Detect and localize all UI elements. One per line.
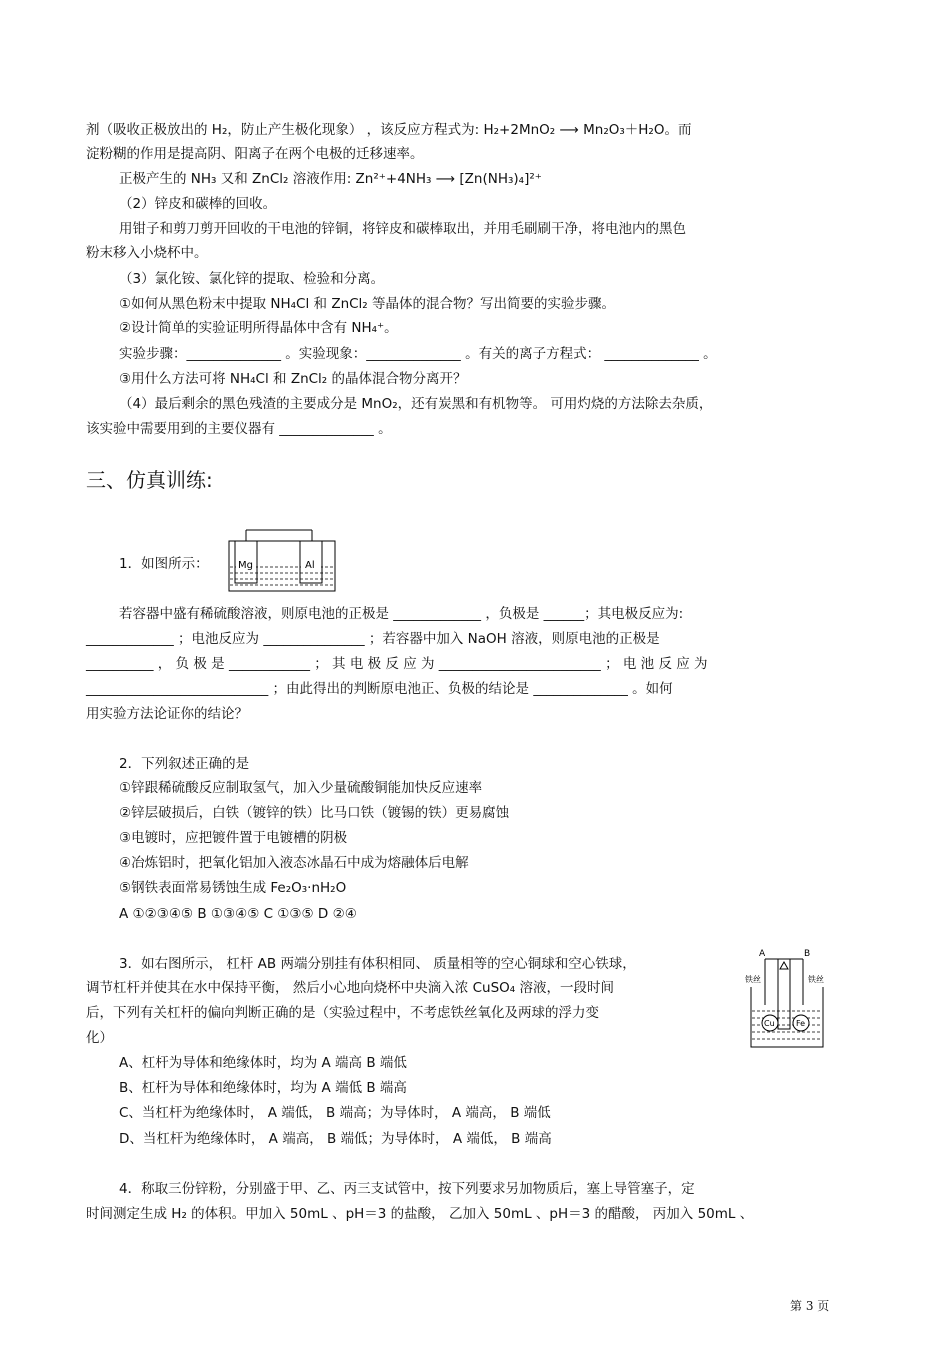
text-line: __________ ， 负 极 是 ____________ ； 其 电 极 反 应 为 ________________________ ； 电 池 反 应 为 <box>86 656 708 672</box>
text-line: ①如何从黑色粉末中提取 NH₄Cl 和 ZnCl₂ 等晶体的混合物？写出简要的实验步骤。 <box>119 296 615 312</box>
text-line: ②设计简单的实验证明所得晶体中含有 NH₄⁺。 <box>119 320 398 336</box>
text-line: ___________________________ ；由此得出的判断原电池正、负极的结论是 ______________ 。如何 <box>86 681 673 697</box>
question-4-title: 4．称取三份锌粉，分别盛于甲、乙、丙三支试管中，按下列要求另加物质后，塞上导管塞子，定 <box>119 1181 695 1197</box>
galvanic-cell-figure <box>228 527 338 593</box>
iron-wire-right-label: 铁丝 <box>808 975 824 984</box>
lever-end-a-label: A <box>759 949 766 959</box>
page-number: 第 3 页 <box>790 1299 830 1313</box>
section-title: 三、仿真训练: <box>86 468 213 492</box>
option-line: A、杠杆为导体和绝缘体时，均为 A 端高 B 端低 <box>119 1055 407 1071</box>
text-line: 时间测定生成 H₂ 的体积。甲加入 50mL 、pH＝3 的盐酸， 乙加入 50mL 、pH＝3 的醋酸， 丙加入 50mL 、 <box>86 1206 754 1222</box>
option-line: ④冶炼铝时，把氧化铝加入液态冰晶石中成为熔融体后电解 <box>119 855 469 871</box>
text-line: 正极产生的 NH₃ 又和 ZnCl₂ 溶液作用: Zn²⁺+4NH₃ ⟶ [Zn(NH₃)₄]²⁺ <box>119 171 542 187</box>
question-3-title: 3．如右图所示， 杠杆 AB 两端分别挂有体积相同、 质量相等的空心铜球和空心铁球， <box>119 956 636 972</box>
iron-ball-label: Fe <box>796 1019 806 1028</box>
option-line: C、当杠杆为绝缘体时， A 端低， B 端高；为导体时， A 端高， B 端低 <box>119 1105 551 1121</box>
text-line: 实验步骤：______________ 。实验现象：______________ 。有关的离子方程式： ______________ 。 <box>119 346 717 362</box>
iron-wire-left-label: 铁丝 <box>745 975 761 984</box>
text-line: 调节杠杆并使其在水中保持平衡， 然后小心地向烧杯中央滴入浓 CuSO₄ 溶液，一段时间 <box>86 980 614 996</box>
option-line: ③电镀时，应把镀件置于电镀槽的阴极 <box>119 830 348 846</box>
answer-choices: A ①②③④⑤ B ①③④⑤ C ①③⑤ D ②④ <box>119 906 357 922</box>
text-line: ③用什么方法可将 NH₄Cl 和 ZnCl₂ 的晶体混合物分离开？ <box>119 371 467 387</box>
text-line: 后，下列有关杠杆的偏向判断正确的是（实验过程中，不考虑铁丝氧化及两球的浮力变 <box>86 1005 599 1021</box>
text-line: 该实验中需要用到的主要仪器有 ______________ 。 <box>86 421 392 437</box>
question-1-label: 1．如图所示： <box>119 556 209 572</box>
text-line: 粉末移入小烧杯中。 <box>86 245 208 261</box>
text-line: （3）氯化铵、氯化锌的提取、检验和分离。 <box>119 271 385 287</box>
text-line: 淀粉糊的作用是提高阴、阳离子在两个电极的迁移速率。 <box>86 146 424 162</box>
lever-balance-figure <box>745 945 830 1053</box>
option-line: ②锌层破损后，白铁（镀锌的铁）比马口铁（镀锡的铁）更易腐蚀 <box>119 805 510 821</box>
option-line: ①锌跟稀硫酸反应制取氢气，加入少量硫酸铜能加快反应速率 <box>119 780 483 796</box>
text-line: 化） <box>86 1030 113 1046</box>
option-line: ⑤钢铁表面常易锈蚀生成 Fe₂O₃·nH₂O <box>119 880 347 896</box>
mg-electrode-label: Mg <box>238 560 253 571</box>
copper-ball-label: Cu <box>764 1019 775 1028</box>
al-electrode-label: Al <box>305 560 315 571</box>
text-line: 剂（吸收正极放出的 H₂，防止产生极化现象） ，该反应方程式为: H₂+2MnO₂ ⟶ Mn₂O₃＋H₂O。而 <box>86 122 692 138</box>
question-2-title: 2．下列叙述正确的是 <box>119 756 250 772</box>
text-line: （2）锌皮和碳棒的回收。 <box>119 196 277 212</box>
text-line: （4）最后剩余的黑色残渣的主要成分是 MnO₂，还有炭黑和有机物等。 可用灼烧的方法除去杂质， <box>119 396 713 412</box>
text-line: 若容器中盛有稀硫酸溶液，则原电池的正极是 _____________ ，负极是 ______；其电极反应为: <box>119 606 684 622</box>
option-line: D、当杠杆为绝缘体时， A 端高， B 端低；为导体时， A 端低， B 端高 <box>119 1131 552 1147</box>
text-line: _____________ ；电池反应为 _______________ ；若容器中加入 NaOH 溶液，则原电池的正极是 <box>86 631 660 647</box>
text-line: 用钳子和剪刀剪开回收的干电池的锌铜，将锌皮和碳棒取出，并用毛刷刷干净，将电池内的黑色 <box>119 221 686 237</box>
text-line: 用实验方法论证你的结论？ <box>86 706 248 722</box>
option-line: B、杠杆为导体和绝缘体时，均为 A 端低 B 端高 <box>119 1080 407 1096</box>
lever-end-b-label: B <box>804 949 811 959</box>
